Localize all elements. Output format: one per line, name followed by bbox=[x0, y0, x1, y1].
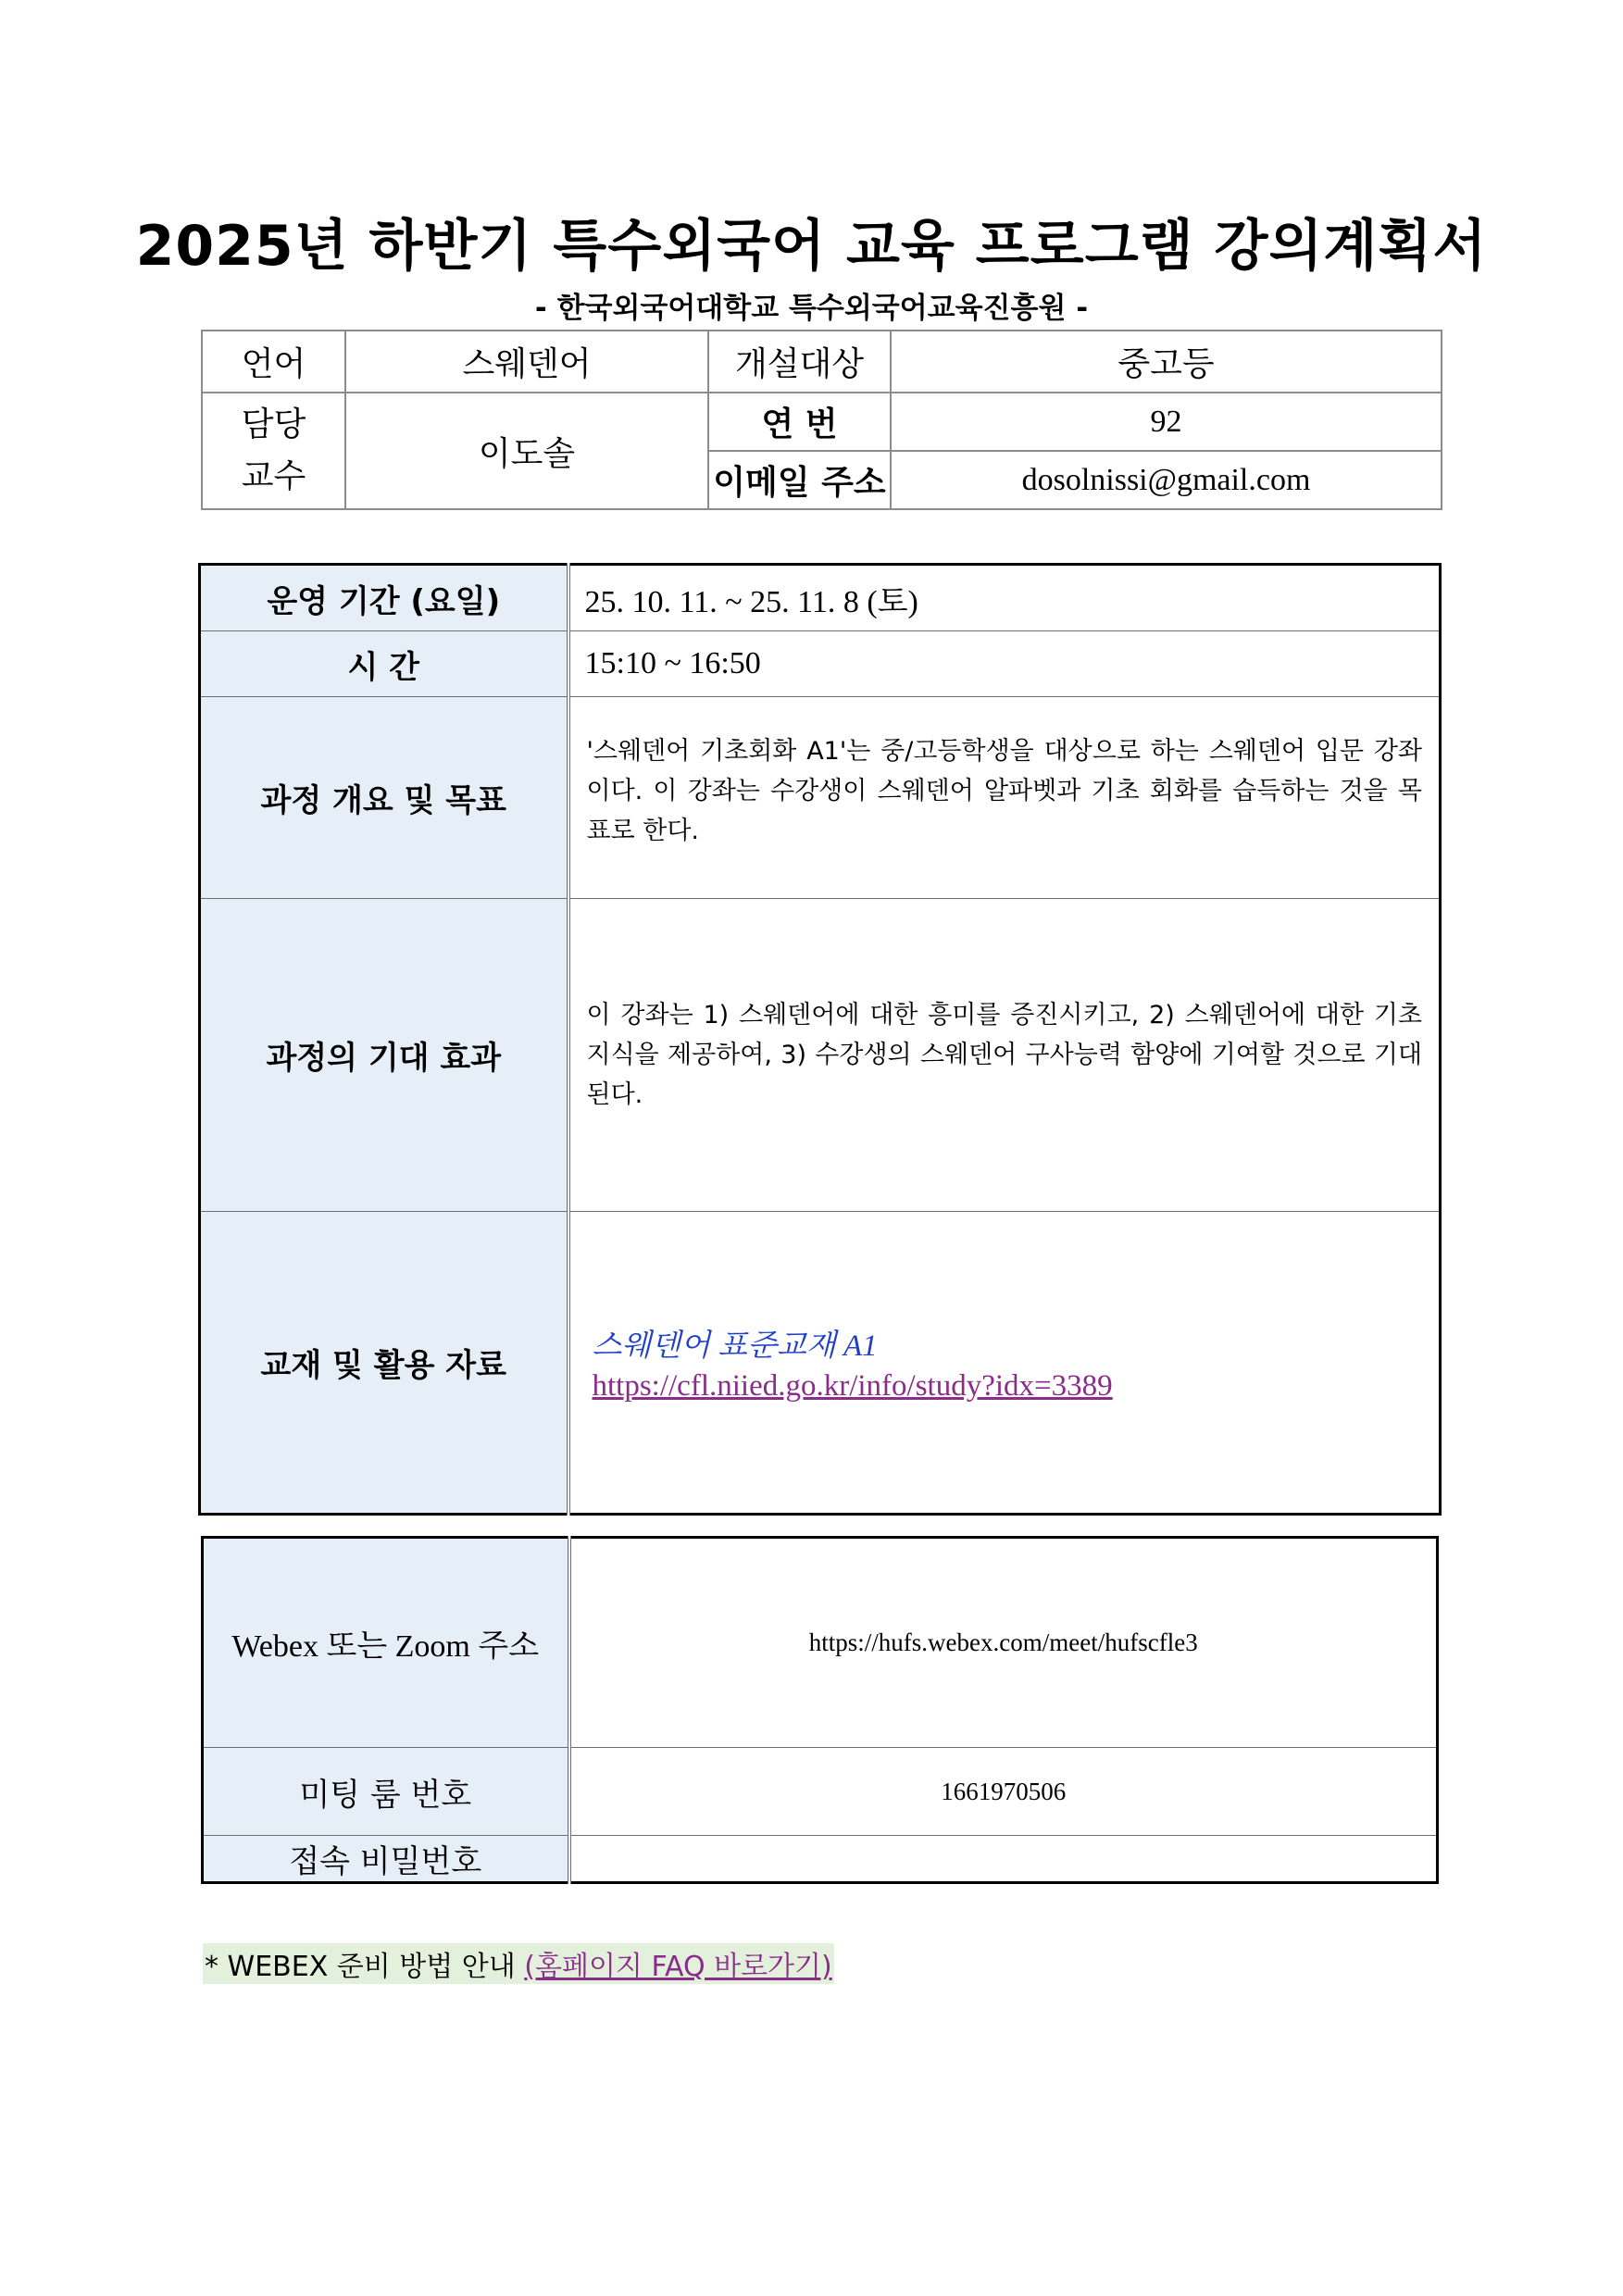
target-label: 개설대상 bbox=[708, 331, 891, 393]
professor-label bbox=[202, 393, 345, 509]
meeting-room-label: 미팅 룸 번호 bbox=[203, 1748, 569, 1836]
online-access-table bbox=[201, 1536, 1439, 1884]
meeting-url-label: Webex 또는 Zoom 주소 bbox=[203, 1538, 569, 1748]
professor-value: 이도솔 bbox=[345, 393, 708, 509]
professor-label-line-2: 교수 bbox=[241, 457, 306, 495]
overview-label: 과정 개요 및 목표 bbox=[200, 697, 568, 899]
overview-text: '스웨덴어 기초회화 A1'는 중/고등학생을 대상으로 하는 스웨덴어 입문 강좌이다. 이 강좌는 수강생이 스웨덴어 알파벳과 기초 회화를 습득하는 것을 목표로 한다. bbox=[568, 697, 1441, 899]
professor-label-line-1: 담당 bbox=[241, 406, 306, 443]
period-label: 운영 기간 (요일) bbox=[200, 565, 568, 631]
email-value: dosolnissi@gmail.com bbox=[891, 451, 1442, 509]
textbook-link[interactable]: https://cfl.niied.go.kr/info/study?idx=3389 bbox=[592, 1369, 1113, 1403]
year-number-value: 92 bbox=[891, 393, 1442, 451]
document-subtitle: - 한국외국어대학교 특수외국어교육진흥원 - bbox=[534, 292, 1089, 325]
year-number-label: 연 번 bbox=[708, 393, 891, 451]
textbook-title: 스웨덴어 표준교재 A1 bbox=[592, 1329, 878, 1363]
language-label: 언어 bbox=[202, 331, 345, 393]
meeting-room-value: 1661970506 bbox=[569, 1748, 1438, 1836]
effect-text: 이 강좌는 1) 스웨덴어에 대한 흥미를 증진시키고, 2) 스웨덴어에 대한 기초 지식을 제공하여, 3) 수강생의 스웨덴어 구사능력 함양에 기여할 것으로 기대된다. bbox=[568, 899, 1441, 1212]
webex-guide-note bbox=[203, 1943, 834, 1984]
language-value: 스웨덴어 bbox=[345, 331, 708, 393]
basic-info-table bbox=[201, 330, 1442, 510]
webex-guide-text: * WEBEX 준비 방법 안내 bbox=[205, 1951, 525, 1983]
period-value: 25. 10. 11. ~ 25. 11. 8 (토) bbox=[568, 565, 1441, 631]
password-label: 접속 비밀번호 bbox=[203, 1836, 569, 1883]
course-details-table bbox=[198, 563, 1442, 1516]
materials-cell bbox=[568, 1212, 1441, 1515]
email-label: 이메일 주소 bbox=[708, 451, 891, 509]
materials-label: 교재 및 활용 자료 bbox=[200, 1212, 568, 1515]
effect-label: 과정의 기대 효과 bbox=[200, 899, 568, 1212]
meeting-url-value[interactable]: https://hufs.webex.com/meet/hufscfle3 bbox=[569, 1538, 1438, 1748]
target-value: 중고등 bbox=[891, 331, 1442, 393]
document-title: 2025년 하반기 특수외국어 교육 프로그램 강의계획서 bbox=[135, 214, 1488, 279]
password-value bbox=[569, 1836, 1438, 1883]
time-value: 15:10 ~ 16:50 bbox=[568, 631, 1441, 697]
time-label: 시 간 bbox=[200, 631, 568, 697]
faq-link[interactable]: (홈페이지 FAQ 바로가기) bbox=[524, 1951, 832, 1983]
